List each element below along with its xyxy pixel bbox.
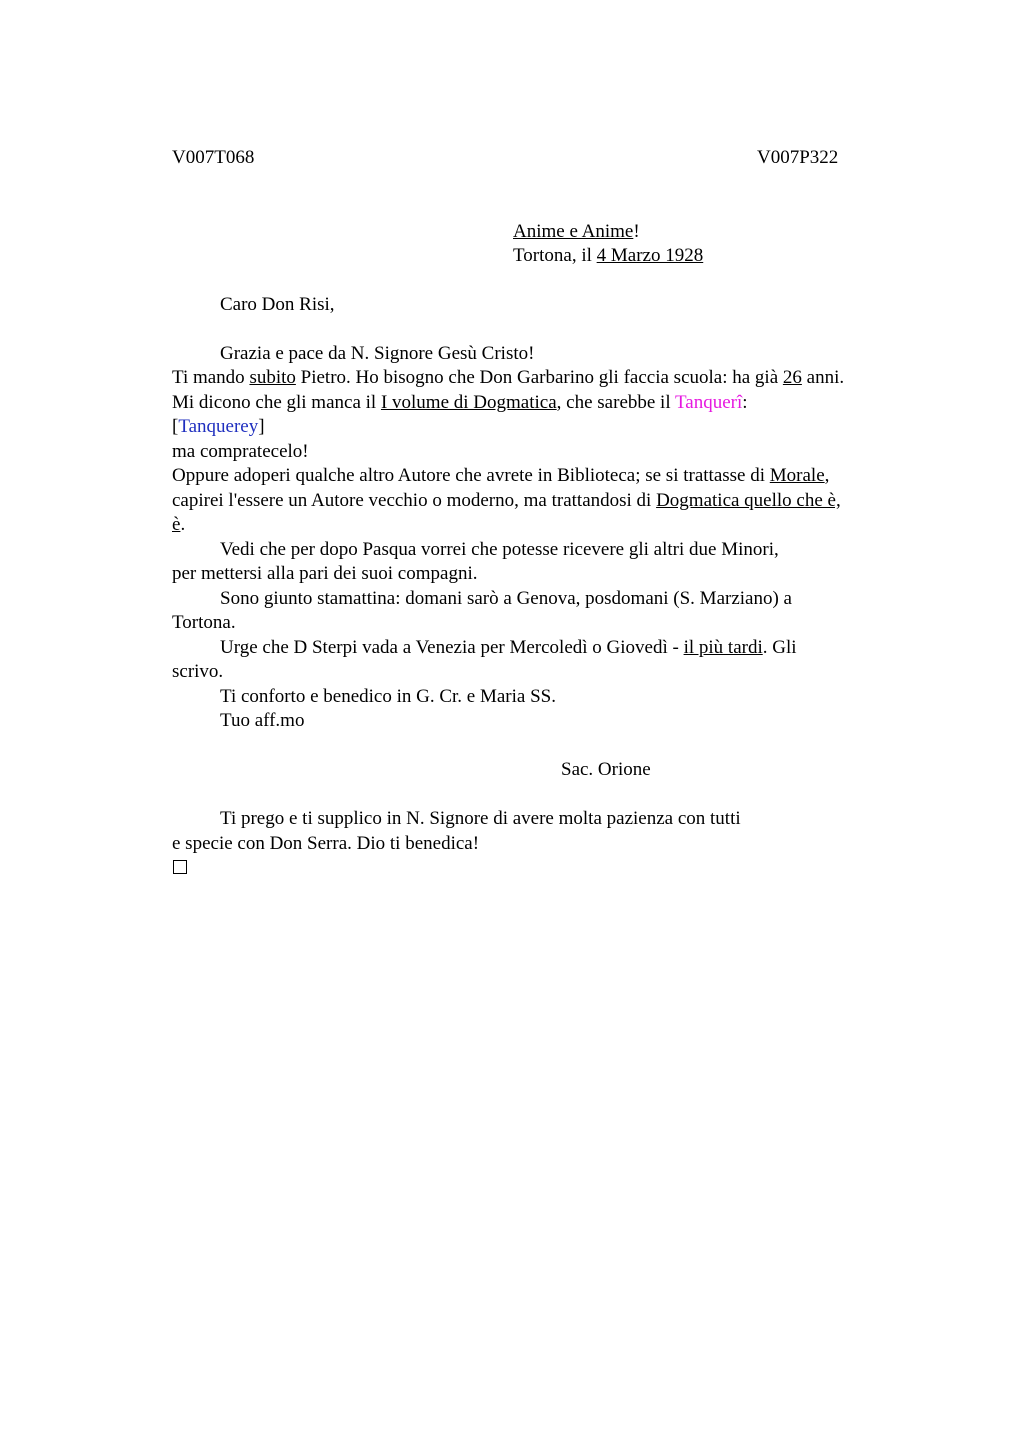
signature: Sac. Orione bbox=[561, 759, 651, 780]
text: , bbox=[824, 465, 830, 486]
salutation: Caro Don Risi, bbox=[220, 294, 335, 315]
magenta-word: Tanquerî bbox=[675, 392, 743, 413]
underlined-number: 26 bbox=[782, 367, 802, 388]
greeting: Grazia e pace da N. Signore Gesù Cristo! bbox=[220, 343, 535, 364]
text: . Gli bbox=[762, 637, 797, 658]
body-line-1 bbox=[172, 366, 844, 390]
underlined-text: Dogmatica quello che è, bbox=[656, 490, 841, 511]
text: Ti mando bbox=[172, 367, 250, 388]
body-line-6 bbox=[172, 489, 841, 513]
body-line-13: scrivo. bbox=[172, 661, 224, 682]
underlined-text: Morale bbox=[769, 465, 825, 486]
place: Tortona, il bbox=[513, 245, 597, 266]
underlined-text: I volume di Dogmatica bbox=[380, 392, 557, 413]
body-line-11: Tortona. bbox=[172, 612, 236, 633]
text: . bbox=[180, 514, 186, 535]
postscript-line-1: Ti prego e ti supplico in N. Signore di avere molta pazienza con tutti bbox=[220, 808, 741, 829]
body-line-8: Vedi che per dopo Pasqua vorrei che potesse ricevere gli altri due Minori, bbox=[220, 539, 779, 560]
text: Urge che D Sterpi vada a Venezia per Mercoledì o Giovedì - bbox=[220, 637, 684, 658]
underlined-text: è bbox=[172, 514, 181, 535]
text: Mi dicono che gli manca il bbox=[172, 392, 381, 413]
text: anni. bbox=[801, 367, 845, 388]
page-code-right: V007P322 bbox=[757, 147, 839, 168]
body-line-3 bbox=[172, 415, 265, 439]
closing: Tuo aff.mo bbox=[220, 710, 305, 731]
motto: Anime e Anime bbox=[513, 221, 634, 242]
text: Pietro. Ho bisogno che Don Garbarino gli faccia scuola: ha già bbox=[295, 367, 783, 388]
bracket: [ bbox=[172, 416, 179, 437]
motto-punct: ! bbox=[633, 221, 640, 242]
underlined-text: subito bbox=[249, 367, 296, 388]
body-line-10: Sono giunto stamattina: domani sarò a Genova, posdomani (S. Marziano) a bbox=[220, 588, 792, 609]
body-line-5 bbox=[172, 464, 829, 488]
text: Oppure adoperi qualche altro Autore che avrete in Biblioteca; se si trattasse di bbox=[172, 465, 770, 486]
page-code-left: V007T068 bbox=[172, 147, 255, 168]
text: : bbox=[742, 392, 748, 413]
body-line-9: per mettersi alla pari dei suoi compagni. bbox=[172, 563, 478, 584]
blue-correction: Tanquerey bbox=[178, 416, 259, 437]
text: , che sarebbe il bbox=[556, 392, 676, 413]
body-line-2 bbox=[172, 391, 748, 415]
postscript-line-2: e specie con Don Serra. Dio ti benedica! bbox=[172, 833, 480, 854]
bracket: ] bbox=[258, 416, 265, 437]
body-line-7 bbox=[172, 513, 185, 537]
body-line-12 bbox=[220, 636, 797, 660]
motto-line bbox=[513, 220, 640, 244]
end-marker-box bbox=[173, 860, 187, 874]
body-line-14: Ti conforto e benedico in G. Cr. e Maria SS. bbox=[220, 686, 556, 707]
body-line-4: ma compratecelo! bbox=[172, 441, 309, 462]
place-date-line bbox=[513, 244, 703, 268]
underlined-text: il più tardi bbox=[683, 637, 763, 658]
date: 4 Marzo 1928 bbox=[596, 245, 704, 266]
text: capirei l'essere un Autore vecchio o moderno, ma trattandosi di bbox=[172, 490, 657, 511]
